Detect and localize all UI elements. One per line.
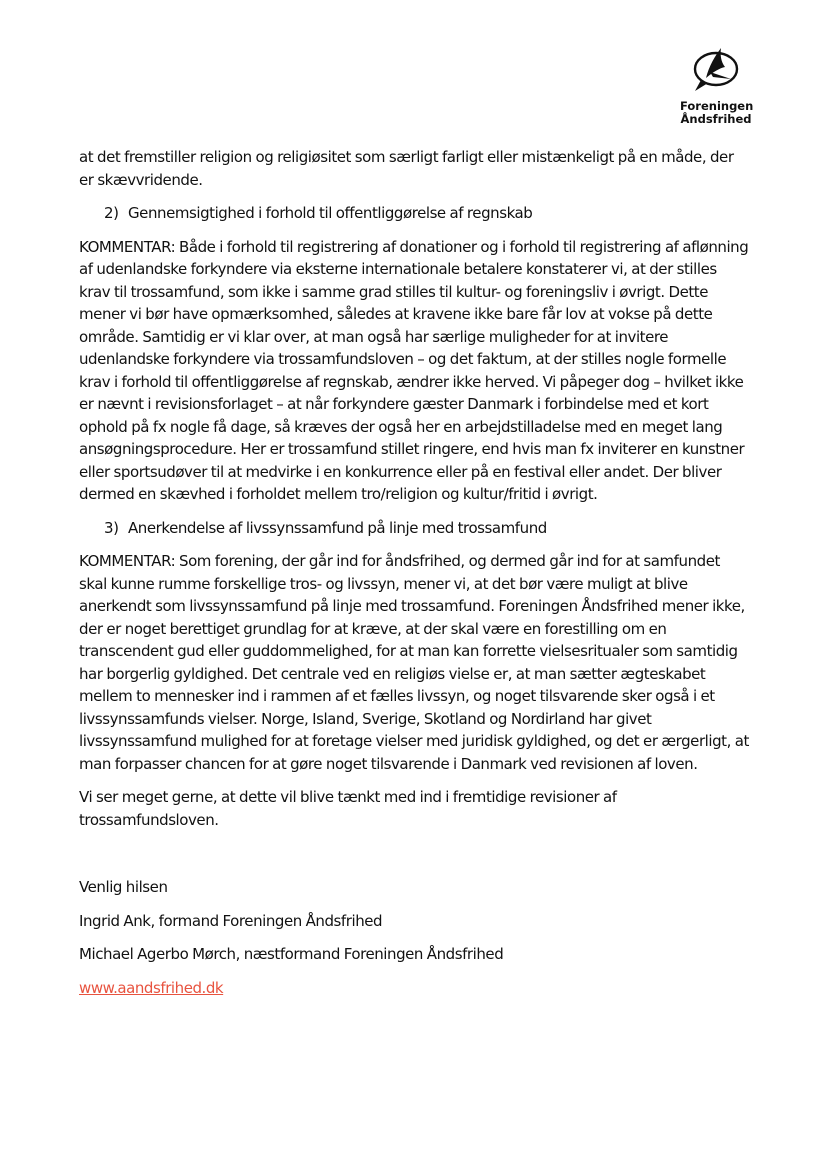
comment-3-paragraph: KOMMENTAR: Som forening, der går ind for åndsfrihed, og dermed går ind for at samfundet skal kunne rumme forskellige tros- og livssyn, mener vi, at det bør være muligt at blive anerkendt som livssynssamfund på linje med trossamfund. Foreningen Åndsfrihed mener ikke, der er noget berettiget grundlag for at kræve, at der skal være en forestilling om en transcendent gud eller guddommelighed, for at man kan forrette vielsesritualer som samtidig har borgerlig gyldighed. Det centrale ved en religiøs vielse er, at man sætter ægteskabet mellem to mennesker ind i rammen af et fælles livssyn, og noget tilsvarende sker også i et livssynssamfunds vielser. Norge, Island, Sverige, Skotland og Nordirland har givet livssynssamfund mulighed for at foretage vielser med juridisk gyldighed, og det er ærgerligt, at man forpasser chancen for at gøre noget tilsvarende i Danmark ved revisionen af loven. bbox=[79, 552, 749, 773]
spacer bbox=[79, 842, 751, 876]
section-2-title: Gennemsigtighed i forhold til offentliggørelse af regnskab bbox=[128, 204, 533, 222]
section-3-heading bbox=[79, 517, 751, 540]
logo-name bbox=[680, 100, 752, 126]
website-line bbox=[79, 977, 751, 1000]
website-link[interactable]: www.aandsfrihed.dk bbox=[79, 978, 224, 997]
bird-speech-bubble-icon bbox=[691, 46, 741, 94]
section-3-title: Anerkendelse af livssynssamfund på linje med trossamfund bbox=[128, 518, 547, 537]
organization-logo bbox=[680, 46, 752, 126]
continued-paragraph: at det fremstiller religion og religiøsitet som særligt farligt eller mistænkeligt på en måde, der er skævvridende. bbox=[79, 148, 734, 189]
logo-name-line2: Åndsfrihed bbox=[680, 112, 752, 126]
signer-chair: Ingrid Ank, formand Foreningen Åndsfrihed bbox=[79, 911, 383, 930]
signer-vice-chair: Michael Agerbo Mørch, næstformand Foreningen Åndsfrihed bbox=[79, 945, 504, 963]
section-2-heading bbox=[79, 202, 751, 225]
letter-body bbox=[79, 146, 751, 1010]
closing-paragraph: Vi ser meget gerne, at dette vil blive tænkt med ind i fremtidige revisioner af trossamfundsloven. bbox=[79, 788, 617, 829]
section-2-number: 2) bbox=[104, 204, 119, 222]
greeting: Venlig hilsen bbox=[79, 878, 168, 896]
logo-name-line1: Foreningen bbox=[680, 99, 754, 113]
section-3-number: 3) bbox=[104, 518, 119, 537]
comment-2-paragraph: KOMMENTAR: Både i forhold til registrering af donationer og i forhold til registrering af aflønning af udenlandske forkyndere via eksterne internationale betalere konstaterer vi, at der stilles krav til trossamfund, som ikke i samme grad stilles til kultur- og foreningsliv i øvrigt. Dette mener vi bør have opmærksomhed, således at kravene ikke bare får lov at vokse på dette område. Samtidig er vi klar over, at man også har særlige muligheder for at invitere udenlandske forkyndere via trossamfundsloven – og det faktum, at der stilles nogle formelle krav i forhold til offentliggørelse af regnskab, ændrer ikke herved. Vi påpeger dog – hvilket ikke er nævnt i revisionsforlaget – at når forkyndere gæster Danmark i forbindelse med et kort ophold på fx nogle få dage, så kræves der også her en arbejdstilladelse med en meget lang ansøgningsprocedure. Her er trossamfund stillet ringere, end hvis man fx inviterer en kunstner eller sportsudøver til at medvirke i en konkurrence eller på en festival eller andet. Der bliver dermed en skævhed i forholdet mellem tro/religion og kultur/fritid i øvrigt. bbox=[79, 237, 749, 503]
